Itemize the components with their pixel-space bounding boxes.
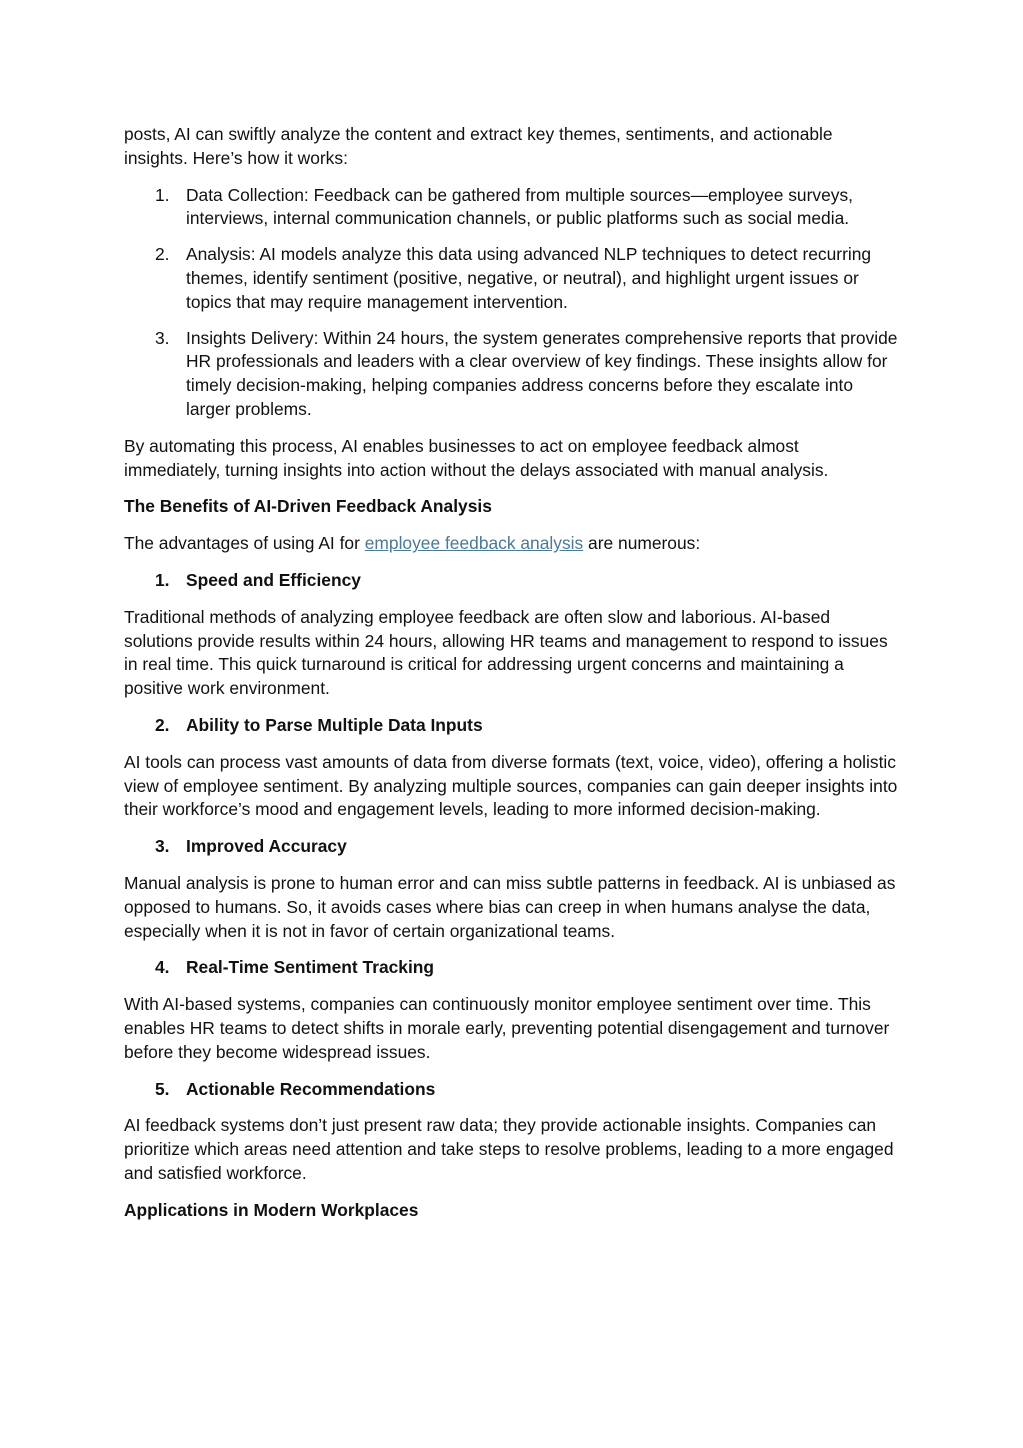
benefit-title [124, 956, 899, 980]
list-item-number: 2. [155, 244, 170, 265]
benefit-body: Traditional methods of analyzing employee feedback are often slow and laborious. AI-based solutions provide results within 24 hours, allowing HR teams and management to respond to issues in real time. This quick turnaround is critical for addressing urgent concerns and maintaining a positive work environment. [124, 606, 888, 699]
benefit-body: AI tools can process vast amounts of data from diverse formats (text, voice, video), offering a holistic view of employee sentiment. By analyzing multiple sources, companies can gain deeper insights into their workforce’s mood and engagement levels, leading to more informed decision-making. [124, 751, 898, 820]
benefit-number: 3. [155, 836, 170, 857]
list-item [124, 184, 899, 232]
list-item-number: 3. [155, 327, 170, 348]
applications-heading: Applications in Modern Workplaces [124, 1199, 419, 1220]
benefit-title [124, 835, 899, 859]
benefit-number: 1. [155, 569, 170, 590]
benefits-intro-before: The advantages of using AI for [124, 533, 365, 554]
benefit-title [124, 714, 899, 738]
benefit-body: With AI-based systems, companies can continuously monitor employee sentiment over time. This enables HR teams to detect shifts in morale early, preventing potential disengagement and turnover before they become widespread issues. [124, 994, 890, 1062]
process-steps-list [124, 184, 899, 422]
list-item-text: Insights Delivery: Within 24 hours, the system generates comprehensive reports that provide HR professionals and leaders with a clear overview of key findings. These insights allow for timely decision-making, helping companies address concerns before they escalate into larger problems. [186, 327, 898, 419]
benefits-heading: The Benefits of AI-Driven Feedback Analysis [124, 496, 492, 517]
benefit-title-text: Real-Time Sentiment Tracking [186, 957, 435, 978]
benefit-title-text: Improved Accuracy [186, 836, 347, 857]
benefit-title [124, 569, 899, 593]
list-item [124, 243, 899, 314]
intro-paragraph: posts, AI can swiftly analyze the content and extract key themes, sentiments, and actionable insights. Here’s how it works: [124, 124, 833, 168]
list-item-text: Data Collection: Feedback can be gathered from multiple sources—employee surveys, interviews, internal communication channels, or public platforms such as social media. [186, 184, 853, 229]
benefits-intro [124, 532, 899, 556]
list-item [124, 327, 899, 422]
benefit-title-text: Speed and Efficiency [186, 569, 361, 590]
benefit-number: 4. [155, 957, 170, 978]
list-item-text: Analysis: AI models analyze this data using advanced NLP techniques to detect recurring themes, identify sentiment (positive, negative, or neutral), and highlight urgent issues or topics that may require management intervention. [186, 244, 872, 312]
benefit-title-text: Actionable Recommendations [186, 1078, 436, 1099]
document-page [124, 123, 899, 1235]
benefits-intro-after: are numerous: [583, 533, 701, 554]
benefit-title [124, 1078, 899, 1102]
benefit-number: 2. [155, 714, 170, 735]
benefit-number: 5. [155, 1078, 170, 1099]
benefit-title-text: Ability to Parse Multiple Data Inputs [186, 714, 483, 735]
benefit-body: Manual analysis is prone to human error and can miss subtle patterns in feedback. AI is unbiased as opposed to humans. So, it avoids cases where bias can creep in when humans analyse the data, especially when it is not in favor of certain organizational teams. [124, 872, 896, 941]
automation-paragraph: By automating this process, AI enables businesses to act on employee feedback almost immediately, turning insights into action without the delays associated with manual analysis. [124, 435, 829, 480]
list-item-number: 1. [155, 184, 170, 205]
employee-feedback-analysis-link[interactable]: employee feedback analysis [364, 533, 584, 554]
benefit-body: AI feedback systems don’t just present raw data; they provide actionable insights. Companies can prioritize which areas need attention and take steps to resolve problems, leading to a more engaged and satisfied workforce. [124, 1115, 894, 1183]
